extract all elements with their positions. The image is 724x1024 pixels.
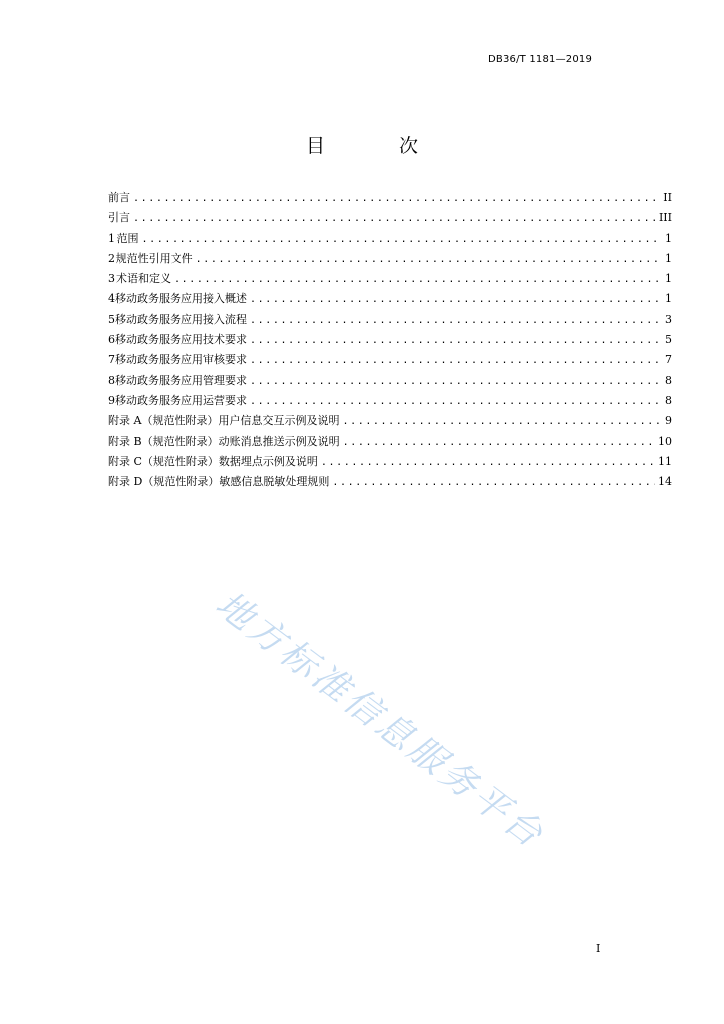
toc-entry-page: 14 [658, 475, 672, 489]
toc-entry-page: 7 [665, 353, 672, 367]
toc-leader-dots [142, 230, 661, 250]
toc-entry-page: 9 [665, 414, 672, 428]
toc-entry-page: 8 [665, 373, 672, 387]
toc-entry-number: 1 [108, 231, 115, 245]
toc-entry-page: II [663, 191, 672, 204]
toc-entry-title: 移动政务服务应用接入流程 [115, 312, 247, 326]
toc-entry-page: 1 [665, 272, 672, 286]
toc-appendix-label: 附录 C（规范性附录） [108, 454, 219, 468]
toc-entry-page: 1 [665, 292, 672, 306]
toc-entry-9[interactable] [108, 391, 672, 411]
toc-leader-dots [133, 209, 656, 229]
toc-entry-title: 移动政务服务应用运营要求 [115, 393, 247, 407]
toc-entry-number: 4 [108, 292, 115, 306]
table-of-contents [108, 188, 672, 492]
watermark-text: 地方标准信息服务平台 [208, 583, 553, 858]
page-title: 目 次 [305, 135, 453, 157]
toc-appendix-b[interactable] [108, 432, 672, 452]
toc-entry-number: 2 [108, 251, 115, 265]
toc-leader-dots [174, 270, 661, 290]
toc-entry-page: 8 [665, 393, 672, 407]
toc-leader-dots [250, 351, 661, 371]
footer-page-number: I [596, 942, 601, 955]
toc-entry-title: 移动政务服务应用管理要求 [115, 373, 247, 387]
toc-entry-page: 1 [665, 251, 672, 265]
toc-appendix-c[interactable] [108, 452, 672, 472]
toc-leader-dots [250, 392, 661, 412]
toc-leader-dots [250, 290, 661, 310]
toc-entry-title: 动账消息推送示例及说明 [218, 434, 340, 448]
toc-entry-number: 6 [108, 333, 115, 347]
toc-entry-7[interactable] [108, 350, 672, 370]
toc-entry-title: 敏感信息脱敏处理规则 [219, 475, 330, 489]
toc-entry-8[interactable] [108, 371, 672, 391]
toc-entry-number: 8 [108, 373, 115, 387]
toc-appendix-d[interactable] [108, 472, 672, 492]
toc-entry-page: III [658, 211, 672, 225]
toc-entry-number: 7 [108, 353, 115, 367]
toc-leader-dots [250, 311, 661, 331]
toc-entry-title: 数据埋点示例及说明 [218, 454, 318, 468]
toc-entry-page: 5 [665, 333, 672, 347]
toc-appendix-label: 附录 A（规范性附录） [108, 414, 219, 428]
toc-entry-number: 3 [108, 272, 115, 286]
toc-entry-title: 前言 [108, 191, 130, 204]
toc-entry-number: 9 [108, 393, 115, 407]
toc-entry-title: 用户信息交互示例及说明 [218, 414, 340, 428]
toc-leader-dots [196, 250, 661, 270]
toc-entry-page: 1 [665, 231, 672, 245]
toc-entry-title: 移动政务服务应用审核要求 [115, 353, 247, 367]
toc-entry-2[interactable] [108, 249, 672, 269]
toc-appendix-label: 附录 B（规范性附录） [108, 434, 219, 448]
toc-entry-title: 术语和定义 [115, 272, 171, 286]
toc-entry-introduction[interactable] [108, 208, 672, 228]
toc-appendix-label: 附录 D（规范性附录） [108, 475, 220, 489]
toc-entry-page: 11 [658, 454, 672, 468]
document-code-header: DB36/T 1181—2019 [488, 54, 593, 65]
toc-leader-dots [343, 433, 655, 453]
toc-entry-page: 3 [665, 312, 672, 326]
toc-leader-dots [250, 331, 661, 351]
toc-entry-title: 移动政务服务应用接入概述 [115, 292, 247, 306]
toc-leader-dots [342, 412, 661, 432]
toc-entry-4[interactable] [108, 289, 672, 309]
toc-entry-foreword[interactable] [108, 188, 672, 208]
toc-leader-dots [332, 473, 655, 493]
toc-entry-6[interactable] [108, 330, 672, 350]
toc-appendix-a[interactable] [108, 411, 672, 431]
toc-entry-5[interactable] [108, 310, 672, 330]
toc-leader-dots [133, 189, 660, 209]
toc-leader-dots [321, 453, 655, 473]
toc-entry-title: 移动政务服务应用技术要求 [115, 333, 247, 347]
toc-leader-dots [250, 372, 661, 392]
toc-entry-3[interactable] [108, 269, 672, 289]
toc-entry-number: 5 [108, 312, 115, 326]
toc-entry-title: 规范性引用文件 [115, 251, 193, 265]
toc-entry-title: 引言 [108, 211, 130, 225]
toc-entry-1[interactable] [108, 229, 672, 249]
toc-entry-title: 范围 [116, 231, 139, 245]
toc-entry-page: 10 [658, 434, 672, 448]
